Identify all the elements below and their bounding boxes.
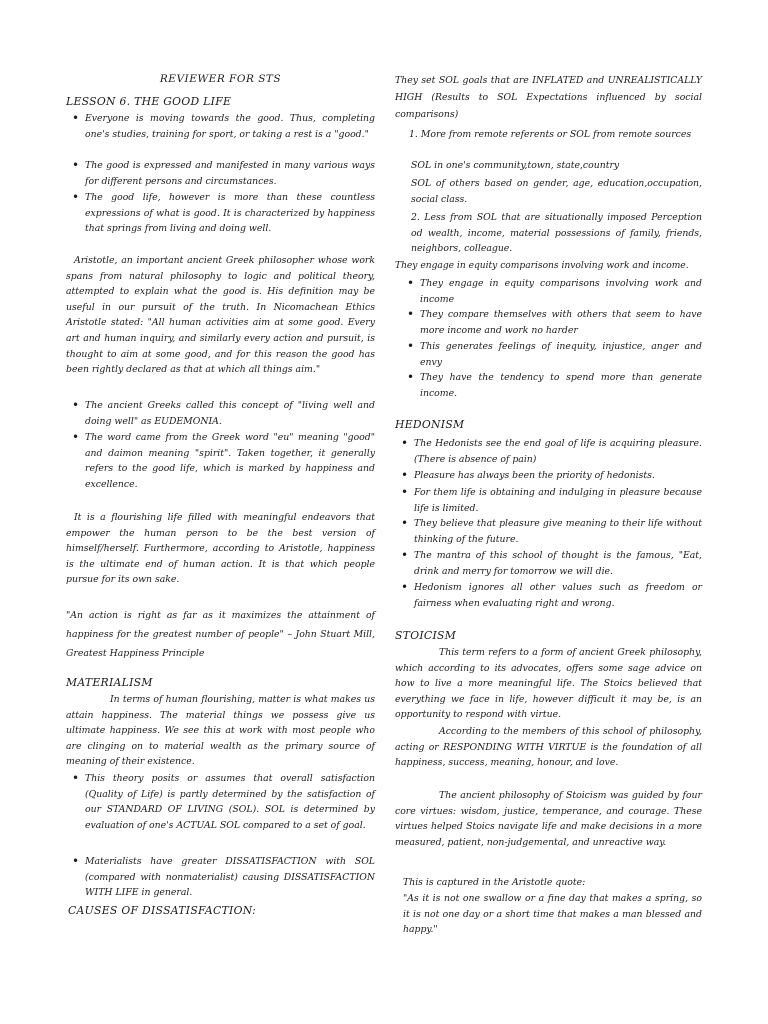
list-item: • This generates feelings of inequity, injustice, anger and envy (401, 339, 702, 370)
aristotle-paragraph: Aristotle, an important ancient Greek philosopher whose work spans from natural philosophy to logic and political theory, attempted to explain what the good is. His definition may be useful in our pursuit of the truth. In Nicomachean Ethics Aristotle stated: "All human activities aim at some good. Every art and human inquiry, and similarly every action and pursuit, is thought to aim at some good, and for this reason the good has been rightly declared as that at which all things aim." (66, 255, 375, 376)
flourishing-paragraph: It is a flourishing life filled with meaningful endeavors that empower the human person to be the best version of himself/herself. Furthermore, according to Aristotle, happiness is the ultimate end of human action. It is that which people pursue for its own sake. (66, 512, 375, 586)
stoicism-paragraph: The ancient philosophy of Stoicism was guided by four core virtues: wisdom, justice, temperance, and courage. These virtues helped Stoics navigate life and make decisions in a more measured, patient, non-judgemental, and unreactive way. (395, 790, 702, 848)
captured-line: This is captured in the Aristotle quote: (403, 877, 586, 888)
document-title: REVIEWER FOR STS (159, 73, 282, 85)
list-item: 1. More from remote referents or SOL from remote sources (409, 129, 692, 140)
materialism-paragraph: In terms of human flourishing, matter is what makes us attain happiness. The material things we possess give us ultimate happiness. We see this at work with most people who are clinging on to material wealth as the primary source of meaning of their existence. (66, 694, 375, 768)
list-item: • The good is expressed and manifested in many various ways for different persons and circumstances. (66, 158, 375, 189)
list-item: • The good life, however is more than these countless expressions of what is good. It is characterized by happiness that springs from living and doing well. (66, 190, 375, 237)
list-item: • They compare themselves with others that seem to have more income and work no harder (401, 307, 702, 338)
list-item: SOL of others based on gender, age, education,occupation, social class. (411, 178, 702, 205)
list-item: • They engage in equity comparisons involving work and income (401, 276, 702, 307)
stoicism-heading: STOICISM (395, 629, 457, 642)
list-item: • Pleasure has always been the priority of hedonists. (395, 468, 702, 484)
sol-paragraph: They set SOL goals that are INFLATED and UNREALISTICALLY HIGH (Results to SOL Expectations influenced by social comparisons) (395, 75, 702, 120)
lesson-heading: LESSON 6. THE GOOD LIFE (66, 95, 232, 108)
stoicism-paragraph: According to the members of this school of philosophy, acting or RESPONDING WITH VIRTUE is the foundation of all happiness, success, meaning, honour, and love. (395, 726, 702, 769)
list-item: • The word came from the Greek word "eu" meaning "good" and daimon meaning "spirit". Taken together, it generally refers to the good life, which is marked by happiness and excellence. (66, 430, 375, 492)
list-item: • The mantra of this school of thought is the famous, "Eat, drink and merry for tomorrow we will die. (395, 548, 702, 579)
list-item: • They have the tendency to spend more than generate income. (401, 370, 702, 401)
list-item: 2. Less from SOL that are situationally imposed Perception od wealth, income, material possessions of family, friends, neighbors, colleague. (411, 212, 702, 255)
list-item: • Everyone is moving towards the good. Thus, completing one's studies, training for sport, or taking a rest is a "good." (66, 111, 375, 142)
list-item: SOL in one's community,town, state,country (411, 160, 620, 171)
stoicism-paragraph: This term refers to a form of ancient Greek philosophy, which according to its advocates, offers some sage advice on how to live a more meaningful life. The Stoics believed that everything we face in life, however difficult it may be, is an opportunity to respond with virtue. (395, 647, 702, 721)
causes-heading: CAUSES OF DISSATISFACTION: (68, 904, 257, 917)
hedonism-heading: HEDONISM (395, 418, 465, 431)
mill-quote: "An action is right as far as it maximizes the attainment of happiness for the greatest number of people" – John Stuart Mill, Greatest Happiness Principle (66, 610, 375, 659)
materialism-heading: MATERIALISM (66, 676, 153, 689)
list-item: • Materialists have greater DISSATISFACTION with SOL (compared with nonmaterialist) causing DISSATISFACTION WITH LIFE in general. (66, 854, 375, 901)
list-item: • Hedonism ignores all other values such as freedom or fairness when evaluating right and wrong. (395, 580, 702, 611)
list-item: • They believe that pleasure give meaning to their life without thinking of the future. (395, 516, 702, 547)
list-item: • This theory posits or assumes that overall satisfaction (Quality of Life) is partly determined by the satisfaction of our STANDARD OF LIVING (SOL). SOL is determined by evaluation of one's ACTUAL SOL compared to a set of goal. (66, 771, 375, 833)
list-item: • The Hedonists see the end goal of life is acquiring pleasure. (There is absence of pain) (395, 436, 702, 467)
list-item: • For them life is obtaining and indulging in pleasure because life is limited. (395, 485, 702, 516)
aristotle-quote: "As it is not one swallow or a fine day that makes a spring, so it is not one day or a short time that makes a man blessed and happy." (403, 893, 702, 936)
list-item: • The ancient Greeks called this concept of "living well and doing well" as EUDEMONIA. (66, 398, 375, 429)
equity-line: They engage in equity comparisons involving work and income. (395, 261, 689, 271)
